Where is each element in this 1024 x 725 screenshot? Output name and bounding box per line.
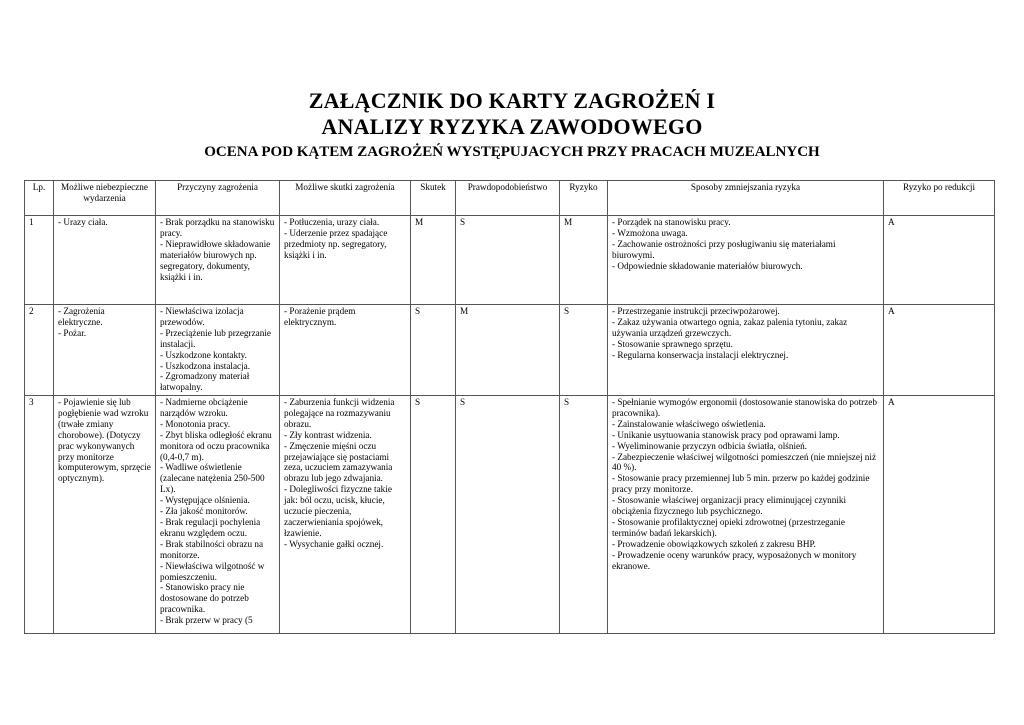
cell-consequence: S bbox=[411, 396, 456, 634]
cell-causes bbox=[156, 305, 280, 396]
causes-item: - Brak stabilności obrazu na monitorze. bbox=[160, 538, 264, 560]
table-body bbox=[25, 216, 995, 634]
cell-lp: 3 bbox=[25, 396, 54, 634]
cell-probability: S bbox=[456, 396, 560, 634]
cell-probability: S bbox=[456, 216, 560, 305]
document-title-line-1: ZAŁĄCZNIK DO KARTY ZAGROŻEŃ I bbox=[308, 88, 716, 113]
cell-hazards bbox=[54, 305, 156, 396]
cell-hazards bbox=[54, 396, 156, 634]
causes-item: - Brak regulacji pochylenia ekranu względem oczu. bbox=[160, 516, 261, 538]
cell-hazards bbox=[54, 216, 156, 305]
cell-residual: A bbox=[884, 396, 995, 634]
cell-lp: 2 bbox=[25, 305, 54, 396]
measures-item: - Stosowanie właściwej organizacji pracy eliminującej czynniki obciążenia fizycznego lub psychicznego. bbox=[612, 495, 847, 517]
cell-residual: A bbox=[884, 305, 995, 396]
hazards-item: - Pojawienie się lub pogłębienie wad wzroku (trwałe zmiany chorobowe). (Dotyczy prac wykonywanych przy monitorze komputerowym, sprzęcie optycznym). bbox=[58, 397, 151, 484]
document-subtitle: OCENA POD KĄTEM ZAGROŻEŃ WYSTĘPUJACYCH PRZY PRACACH MUZEALNYCH bbox=[204, 144, 820, 160]
cell-lp: 1 bbox=[25, 216, 54, 305]
measures-item: - Stosowanie pracy przemiennej lub 5 min. przerw po każdej godzinie pracy przy monitorze. bbox=[612, 473, 870, 495]
measures-item: - Zabezpieczenie właściwej wilgotności pomieszczeń (nie mniejszej niż 40 %). bbox=[612, 451, 877, 473]
header-effects: Możliwe skutki zagrożenia bbox=[280, 181, 411, 216]
measures-item: - Zainstalowanie właściwego oświetlenia. bbox=[612, 418, 766, 429]
causes-item: - Monotonia pracy. bbox=[160, 418, 231, 429]
header-risk: Ryzyko bbox=[560, 181, 608, 216]
effects-item: - Zmęczenie mięśni oczu przejawiające się postaciami zeza, uczuciem zamazywania obrazu lub jego zdwajania. bbox=[284, 440, 393, 484]
measures-item: - Stosowanie sprawnego sprzętu. bbox=[612, 338, 733, 349]
measures-item: - Wyeliminowanie przyczyn odbicia światła, olśnień. bbox=[612, 440, 807, 451]
causes-item: - Zbyt bliska odległość ekranu monitora od oczu pracownika (0,4-0,7 m). bbox=[160, 429, 272, 462]
measures-item: - Prowadzenie obowiązkowych szkoleń z zakresu BHP. bbox=[612, 538, 816, 549]
cell-risk: S bbox=[560, 396, 608, 634]
measures-item: - Porządek na stanowisku pracy. bbox=[612, 217, 731, 227]
measures-item: - Regularna konserwacja instalacji elektrycznej. bbox=[612, 349, 789, 360]
cell-effects bbox=[280, 396, 411, 634]
effects-item: - Zły kontrast widzenia. bbox=[284, 429, 372, 440]
causes-item: - Uszkodzone kontakty. bbox=[160, 349, 247, 360]
measures-item: - Zachowanie ostrożności przy posługiwaniu się materiałami biurowymi. bbox=[612, 238, 836, 260]
cell-risk: M bbox=[560, 216, 608, 305]
causes-item: - Niewłaściwa wilgotność w pomieszczeniu. bbox=[160, 560, 265, 582]
causes-item: - Brak przerw w pracy (5 bbox=[160, 615, 253, 626]
table-row bbox=[25, 305, 995, 396]
hazards-item: - Zagrożenia elektryczne. bbox=[58, 306, 105, 327]
effects-item: - Dolegliwości fizyczne takie jak: ból oczu, ucisk, kłucie, uczucie pieczenia, zaczerwieniania spojówek, łzawienie. bbox=[284, 484, 392, 538]
hazards-item: - Pożar. bbox=[58, 327, 87, 338]
measures-item: - Zakaz używania otwartego ognia, zakaz palenia tytoniu, zakaz używania urządzeń grzewczych. bbox=[612, 316, 848, 338]
cell-residual: A bbox=[884, 216, 995, 305]
hazards-item: - Urazy ciała. bbox=[58, 217, 108, 227]
cell-risk: S bbox=[560, 305, 608, 396]
header-causes: Przyczyny zagrożenia bbox=[156, 181, 280, 216]
measures-item: - Przestrzeganie instrukcji przeciwpożarowej. bbox=[612, 306, 780, 316]
cell-measures bbox=[608, 396, 884, 634]
causes-item: - Nadmierne obciążenie narządów wzroku. bbox=[160, 397, 248, 418]
table-header-row bbox=[25, 181, 995, 216]
cell-causes bbox=[156, 396, 280, 634]
measures-item: - Odpowiednie składowanie materiałów biurowych. bbox=[612, 260, 803, 271]
header-consequence: Skutek bbox=[411, 181, 456, 216]
causes-item: - Brak porządku na stanowisku pracy. bbox=[160, 217, 275, 238]
cell-causes bbox=[156, 216, 280, 305]
header-hazards: Możliwe niebezpieczne wydarzenia bbox=[54, 181, 156, 216]
measures-item: - Unikanie usytuowania stanowisk pracy pod oprawami lamp. bbox=[612, 429, 840, 440]
risk-assessment-table bbox=[24, 180, 995, 634]
cell-probability: M bbox=[456, 305, 560, 396]
cell-effects bbox=[280, 216, 411, 305]
document-header bbox=[0, 88, 1024, 162]
causes-item: - Przeciążenie lub przegrzanie instalacji. bbox=[160, 327, 271, 349]
document-title-line-2: ANALIZY RYZYKA ZAWODOWEGO bbox=[321, 114, 703, 139]
cell-effects bbox=[280, 305, 411, 396]
table-row bbox=[25, 396, 995, 634]
causes-item: - Nieprawidłowe składowanie materiałów biurowych np. segregatory, dokumenty, książki i in. bbox=[160, 238, 271, 282]
effects-item: - Potłuczenia, urazy ciała. bbox=[284, 217, 380, 227]
causes-item: - Zgromadzony materiał łatwopalny. bbox=[160, 371, 250, 393]
table-row bbox=[25, 216, 995, 305]
effects-item: - Uderzenie przez spadające przedmioty np. segregatory, książki i in. bbox=[284, 227, 388, 260]
measures-item: - Prowadzenie oceny warunków pracy, wyposażonych w monitory ekranowe. bbox=[612, 549, 857, 571]
cell-consequence: M bbox=[411, 216, 456, 305]
header-residual-risk: Ryzyko po redukcji bbox=[884, 181, 995, 216]
cell-measures bbox=[608, 216, 884, 305]
cell-consequence: S bbox=[411, 305, 456, 396]
causes-item: - Niewłaściwa izolacja przewodów. bbox=[160, 306, 244, 327]
causes-item: - Występujące olśnienia. bbox=[160, 495, 250, 506]
header-measures: Sposoby zmniejszania ryzyka bbox=[608, 181, 884, 216]
causes-item: - Stanowisko pracy nie dostosowane do potrzeb pracownika. bbox=[160, 582, 249, 615]
measures-item: - Stosowanie profilaktycznej opieki zdrowotnej (przestrzeganie terminów badań lekarskich). bbox=[612, 516, 845, 538]
effects-item: - Zaburzenia funkcji widzenia polegające na rozmazywaniu obrazu. bbox=[284, 397, 395, 429]
measures-item: - Wzmożona uwaga. bbox=[612, 227, 688, 238]
causes-item: - Zła jakość monitorów. bbox=[160, 506, 248, 517]
header-probability: Prawdopodobieństwo bbox=[456, 181, 560, 216]
effects-item: - Porażenie prądem elektrycznym. bbox=[284, 306, 356, 327]
causes-item: - Wadliwe oświetlenie (zalecane natężenia 250-500 Lx). bbox=[160, 462, 265, 495]
cell-measures bbox=[608, 305, 884, 396]
header-lp: Lp. bbox=[25, 181, 54, 216]
measures-item: - Spełnianie wymogów ergonomii (dostosowanie stanowiska do potrzeb pracownika). bbox=[612, 397, 877, 418]
causes-item: - Uszkodzona instalacja. bbox=[160, 360, 251, 371]
effects-item: - Wysychanie gałki ocznej. bbox=[284, 538, 384, 549]
